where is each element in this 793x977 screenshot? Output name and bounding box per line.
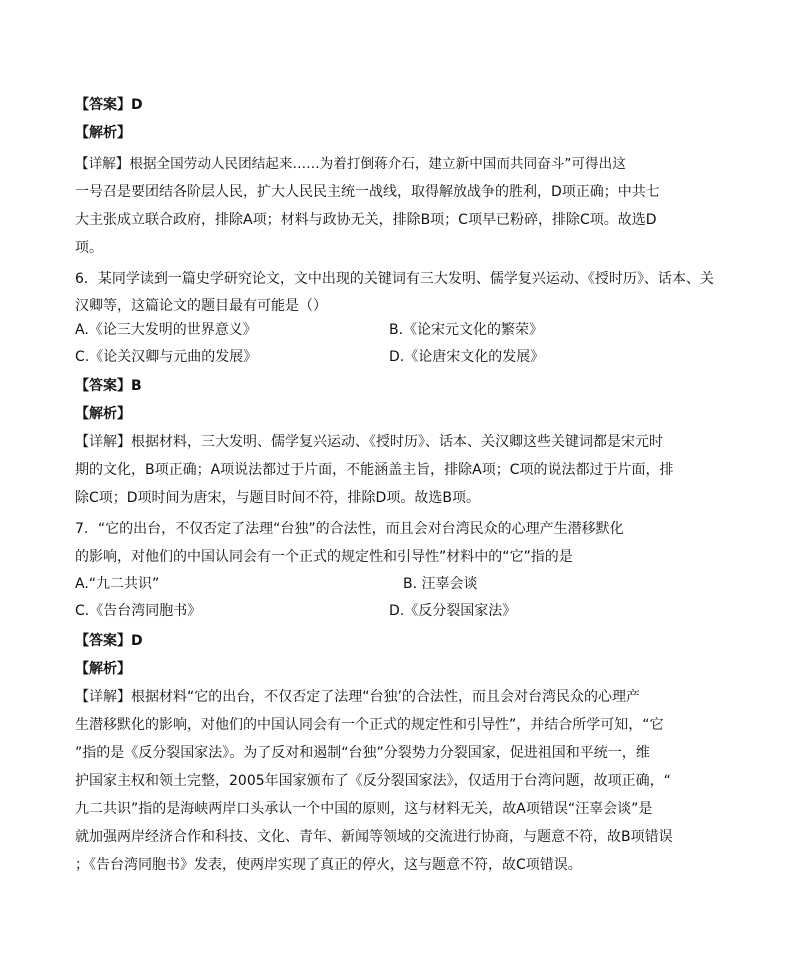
q7-stem: 的影响，对他们的中国认同会有一个正式的规定性和引导性”材料中的“它”指的是 bbox=[75, 549, 573, 565]
q6-detail-line: 【详解】根据材料，三大发明、儒学复兴运动、《授时历》、话本、关汉卿这些关键词都是宋元时 bbox=[75, 434, 663, 450]
q5-detail-line: 一号召是要团结各阶层人民，扩大人民民主统一战线，取得解放战争的胜利，D项正确；中共七 bbox=[75, 184, 660, 200]
q7-detail-line: 九二共识”指的是海峡两岸口头承认一个中国的原则，这与材料无关，故A项错误“汪辜会谈”是 bbox=[75, 801, 653, 817]
q6-stem: 6．某同学读到一篇史学研究论文，文中出现的关键词有三大发明、儒学复兴运动、《授时历》、话本、关 bbox=[75, 271, 714, 287]
q7-option-c: C.《告台湾同胞书》 bbox=[75, 603, 202, 619]
q7-stem: 7．“它的出台，不仅否定了法理“台独”的合法性，而且会对台湾民众的心理产生潜移默化 bbox=[75, 521, 624, 537]
q7-option-d: D.《反分裂国家法》 bbox=[389, 603, 517, 619]
q6-analysis: 【解析】 bbox=[75, 406, 131, 422]
q5-detail-line: 大主张成立联合政府，排除A项；材料与政协无关，排除B项；C项早已粉碎，排除C项。故选D bbox=[75, 212, 657, 228]
q7-answer: 【答案】D bbox=[75, 633, 143, 649]
q7-option-a: A.“九二共识” bbox=[75, 576, 160, 592]
q7-detail-line: ；《告台湾同胞书》发表，使两岸实现了真正的停火，这与题意不符，故C项错误。 bbox=[75, 857, 582, 873]
q6-stem: 汉卿等，这篇论文的题目最有可能是（） bbox=[75, 298, 327, 314]
q7-detail-line: ”指的是《反分裂国家法》。为了反对和遏制“台独”分裂势力分裂国家，促进祖国和平统一，维 bbox=[75, 745, 650, 761]
q6-answer: 【答案】B bbox=[75, 378, 142, 394]
q6-detail-line: 除C项；D项时间为唐宋，与题目时间不符，排除D项。故选B项。 bbox=[75, 490, 480, 506]
q5-analysis: 【解析】 bbox=[75, 125, 131, 141]
q7-option-b: B. 汪辜会谈 bbox=[403, 576, 478, 592]
q6-option-d: D.《论唐宋文化的发展》 bbox=[389, 349, 545, 365]
q7-detail-line: 生潜移默化的影响，对他们的中国认同会有一个正式的规定性和引导性”，并结合所学可知，“它 bbox=[75, 717, 664, 733]
q7-detail-line: 【详解】根据材料“它的出台，不仅否定了法理“台独’的合法性，而且会对台湾民众的心理产 bbox=[75, 689, 640, 705]
q6-detail-line: 期的文化，B项正确；A项说法都过于片面，不能涵盖主旨，排除A项；C项的说法都过于片面，排 bbox=[75, 462, 674, 478]
q5-answer: 【答案】D bbox=[75, 97, 143, 113]
q5-detail-line: 项。 bbox=[75, 240, 103, 256]
q6-option-a: A.《论三大发明的世界意义》 bbox=[75, 322, 257, 338]
q6-option-c: C.《论关汉卿与元曲的发展》 bbox=[75, 349, 258, 365]
q7-detail-line: 护国家主权和领土完整，2005年国家颁布了《反分裂国家法》，仅适用于台湾问题，故项正确，“ bbox=[75, 773, 671, 789]
q7-analysis: 【解析】 bbox=[75, 661, 131, 677]
q6-option-b: B.《论宋元文化的繁荣》 bbox=[389, 322, 544, 338]
q5-detail-line: 【详解】根据全国劳动人民团结起来……为着打倒蒋介石，建立新中国而共同奋斗”可得出这 bbox=[75, 156, 626, 172]
q7-detail-line: 就加强两岸经济合作和科技、文化、青年、新闻等领域的交流进行协商，与题意不符，故B项错误 bbox=[75, 829, 673, 845]
